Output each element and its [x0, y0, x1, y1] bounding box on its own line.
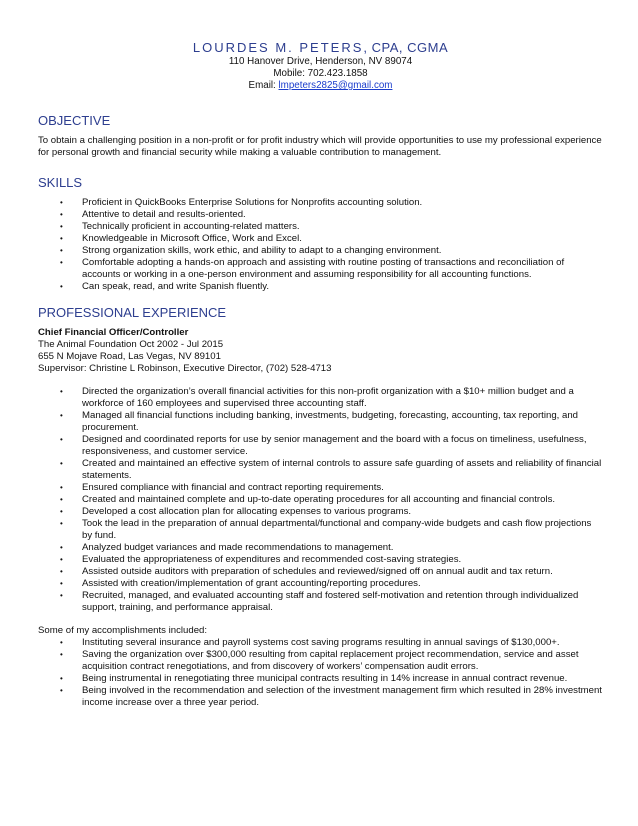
duty-item-text: Created and maintained complete and up-to-date operating procedures for all accounting and financial controls. — [82, 494, 556, 505]
bullet-icon: • — [60, 282, 63, 291]
bullet-icon: • — [60, 591, 63, 600]
email-link[interactable]: lmpeters2825@gmail.com — [278, 80, 393, 91]
bullet-icon: • — [60, 519, 63, 528]
duty-item — [60, 410, 603, 434]
duty-item-text: Assisted outside auditors with preparation of schedules and reviewed/signed off on annual audit and tax return. — [82, 566, 553, 577]
objective-text: To obtain a challenging position in a non-profit or for profit industry which will provide opportunities to use my professional experience for personal growth and financial security while making a valuable contribution to management. — [38, 135, 602, 158]
mobile-line: Mobile: 702.423.1858 — [273, 68, 368, 79]
skill-item-text: Can speak, read, and write Spanish fluently. — [82, 281, 270, 292]
duty-item — [60, 482, 603, 494]
skill-item-text: Technically proficient in accounting-related matters. — [82, 221, 300, 232]
spacer — [38, 614, 603, 625]
job-title: Chief Financial Officer/Controller — [38, 327, 189, 338]
objective-heading: OBJECTIVE — [38, 113, 111, 128]
bullet-icon: • — [60, 495, 63, 504]
bullet-icon: • — [60, 198, 63, 207]
skill-item-text: Knowledgeable in Microsoft Office, Work and Excel. — [82, 233, 302, 244]
skill-item-text: Attentive to detail and results-oriented. — [82, 209, 246, 220]
bullet-icon: • — [60, 411, 63, 420]
bullet-icon: • — [60, 459, 63, 468]
duty-item-text: Designed and coordinated reports for use by senior management and the board with a focus on timeliness, usefulness, responsiveness, and customer service. — [82, 434, 587, 457]
duty-item — [60, 386, 603, 410]
duty-item — [60, 494, 603, 506]
bullet-icon: • — [60, 579, 63, 588]
skill-item — [60, 257, 603, 281]
accomplishment-item — [60, 649, 603, 673]
experience-heading: PROFESSIONAL EXPERIENCE — [38, 305, 227, 320]
skills-list — [60, 197, 603, 293]
duty-item — [60, 554, 603, 566]
bullet-icon: • — [60, 222, 63, 231]
job-address: 655 N Mojave Road, Las Vegas, NV 89101 — [38, 351, 221, 362]
skills-heading: SKILLS — [38, 175, 83, 190]
accomplishment-item — [60, 637, 603, 649]
accomplishment-item-text: Being instrumental in renegotiating three municipal contracts resulting in 14% increase in annual contract revenue. — [82, 673, 568, 684]
bullet-icon: • — [60, 387, 63, 396]
skill-item-text: Strong organization skills, work ethic, and ability to adapt to a changing environment. — [82, 245, 442, 256]
email-label: Email: — [248, 80, 279, 91]
job-org-dates: The Animal Foundation Oct 2002 - Jul 2015 — [38, 339, 224, 350]
skill-item — [60, 233, 603, 245]
bullet-icon: • — [60, 210, 63, 219]
accomplishments-list — [60, 637, 603, 709]
bullet-icon: • — [60, 435, 63, 444]
skill-item — [60, 281, 603, 293]
bullet-icon: • — [60, 246, 63, 255]
skill-item — [60, 209, 603, 221]
accomplishment-item-text: Instituting several insurance and payroll systems cost saving programs resulting in annual savings of $130,000+. — [82, 637, 560, 648]
duty-item-text: Recruited, managed, and evaluated accounting staff and fostered self-motivation and retention through individualized support, training, and performance appraisal. — [82, 590, 579, 613]
bullet-icon: • — [60, 234, 63, 243]
resume-header — [38, 40, 603, 92]
skill-item-text: Proficient in QuickBooks Enterprise Solutions for Nonprofits accounting solution. — [82, 197, 423, 208]
duty-item-text: Developed a cost allocation plan for allocating expenses to various programs. — [82, 506, 412, 517]
job-supervisor: Supervisor: Christine L Robinson, Executive Director, (702) 528-4713 — [38, 363, 332, 374]
duty-item-text: Managed all financial functions including banking, investments, budgeting, forecasting, accounting, tax reporting, and procurement. — [82, 410, 578, 433]
duty-item-text: Ensured compliance with financial and contract reporting requirements. — [82, 482, 384, 493]
bullet-icon: • — [60, 674, 63, 683]
bullet-icon: • — [60, 483, 63, 492]
duty-item — [60, 506, 603, 518]
duty-item — [60, 590, 603, 614]
skill-item — [60, 221, 603, 233]
accomplishment-item — [60, 685, 603, 709]
spacer — [38, 375, 603, 386]
skill-item — [60, 197, 603, 209]
candidate-name-line — [38, 40, 603, 56]
duty-item — [60, 578, 603, 590]
accomplishments-intro: Some of my accomplishments included: — [38, 625, 208, 636]
candidate-credentials: , CPA, CGMA — [363, 40, 449, 55]
bullet-icon: • — [60, 507, 63, 516]
accomplishment-item-text: Being involved in the recommendation and selection of the investment management firm which resulted in 28% investment income increase over a three year period. — [82, 685, 602, 708]
skill-item — [60, 245, 603, 257]
duty-item — [60, 518, 603, 542]
address-line: 110 Hanover Drive, Henderson, NV 89074 — [228, 56, 413, 67]
bullet-icon: • — [60, 638, 63, 647]
duty-item — [60, 434, 603, 458]
bullet-icon: • — [60, 258, 63, 267]
candidate-name: LOURDES M. PETERS — [192, 40, 364, 55]
duty-item — [60, 458, 603, 482]
bullet-icon: • — [60, 555, 63, 564]
duty-item-text: Assisted with creation/implementation of grant accounting/reporting procedures. — [82, 578, 421, 589]
duty-item-text: Analyzed budget variances and made recommendations to management. — [82, 542, 394, 553]
spacer — [38, 92, 603, 102]
accomplishment-item — [60, 673, 603, 685]
bullet-icon: • — [60, 543, 63, 552]
duty-item — [60, 542, 603, 554]
duty-item-text: Created and maintained an effective system of internal controls to assure safe guarding of assets and reliability of financial statements. — [82, 458, 602, 481]
duties-list — [60, 386, 603, 614]
duty-item-text: Evaluated the appropriateness of expenditures and recommended cost-saving strategies. — [82, 554, 462, 565]
email-line — [38, 80, 603, 92]
bullet-icon: • — [60, 567, 63, 576]
duty-item-text: Took the lead in the preparation of annual departmental/functional and company-wide budgets and cash flow projections by fund. — [82, 518, 592, 541]
duty-item-text: Directed the organization’s overall financial activities for this non-profit organization with a $10+ million budget and a workforce of 160 employees and supervised three accounting staff. — [82, 386, 574, 409]
skill-item-text: Comfortable adopting a hands-on approach and assisting with routine posting of transactions and reconciliation of accounts or working in a one-person environment and assuming responsibility for all accounting functions. — [82, 257, 565, 280]
accomplishment-item-text: Saving the organization over $300,000 resulting from capital replacement project recommendation, service and asset acquisition contract renegotiations, and from discovery of workers’ compensation audit errors. — [82, 649, 579, 672]
bullet-icon: • — [60, 686, 63, 695]
duty-item — [60, 566, 603, 578]
bullet-icon: • — [60, 650, 63, 659]
